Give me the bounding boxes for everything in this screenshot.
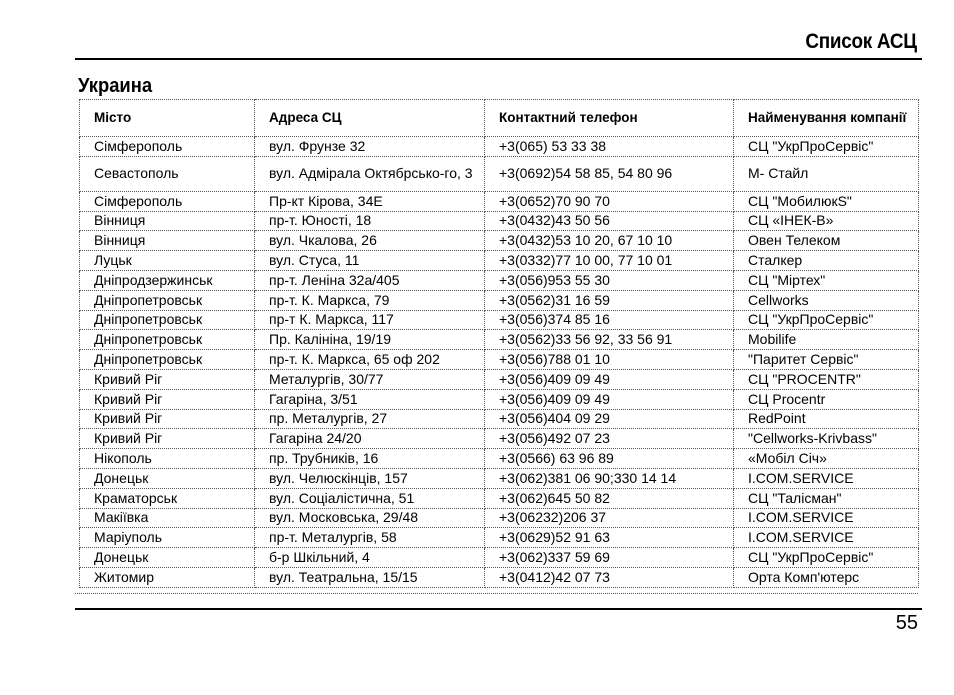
cell-phone: +3(0692)54 58 85, 54 80 96	[485, 156, 734, 191]
cell-company: I.COM.SERVICE	[734, 508, 919, 528]
cell-company: Орта Комп'ютерс	[734, 567, 919, 587]
table-row	[80, 528, 919, 548]
cell-company: СЦ "PROCENTR"	[734, 369, 919, 389]
column-header-address: Адреса СЦ	[255, 100, 485, 137]
column-header-city: Місто	[80, 100, 255, 137]
cell-city: Кривий Ріг	[80, 409, 255, 429]
cell-address: вул. Московська, 29/48	[255, 508, 485, 528]
cell-address: пр-т. Юності, 18	[255, 211, 485, 231]
cell-phone: +3(0629)52 91 63	[485, 528, 734, 548]
table-row	[80, 468, 919, 488]
cell-company: "Паритет Сервіс"	[734, 350, 919, 370]
cell-address: Гагаріна, 3/51	[255, 389, 485, 409]
cell-phone: +3(056)404 09 29	[485, 409, 734, 429]
cell-phone: +3(06232)206 37	[485, 508, 734, 528]
cell-phone: +3(0562)33 56 92, 33 56 91	[485, 330, 734, 350]
cell-company: СЦ "Міртех"	[734, 270, 919, 290]
cell-company: СЦ "УкрПроСервіс"	[734, 548, 919, 568]
cell-city: Донецьк	[80, 548, 255, 568]
cell-address: вул. Стуса, 11	[255, 251, 485, 271]
cell-phone: +3(065) 53 33 38	[485, 137, 734, 157]
table-bottom-border	[75, 593, 918, 594]
table-row	[80, 137, 919, 157]
table-row	[80, 211, 919, 231]
table-row	[80, 567, 919, 587]
table-row	[80, 231, 919, 251]
cell-company: Сталкер	[734, 251, 919, 271]
table-row	[80, 488, 919, 508]
cell-city: Сімферополь	[80, 191, 255, 211]
cell-phone: +3(062)645 50 82	[485, 488, 734, 508]
cell-phone: +3(0432)43 50 56	[485, 211, 734, 231]
cell-address: вул. Театральна, 15/15	[255, 567, 485, 587]
cell-city: Луцьк	[80, 251, 255, 271]
cell-city: Житомир	[80, 567, 255, 587]
table-row	[80, 369, 919, 389]
cell-company: СЦ "УкрПроСервіс"	[734, 310, 919, 330]
header-divider	[75, 58, 922, 60]
column-header-company: Найменування компанії	[734, 100, 919, 137]
cell-phone: +3(0432)53 10 20, 67 10 10	[485, 231, 734, 251]
cell-address: пр-т. Металургів, 58	[255, 528, 485, 548]
cell-phone: +3(062)381 06 90;330 14 14	[485, 468, 734, 488]
cell-phone: +3(0652)70 90 70	[485, 191, 734, 211]
cell-address: пр. Трубників, 16	[255, 449, 485, 469]
cell-city: Дніпропетровськ	[80, 290, 255, 310]
cell-address: Гагаріна 24/20	[255, 429, 485, 449]
cell-company: СЦ "МобилюкS"	[734, 191, 919, 211]
cell-company: I.COM.SERVICE	[734, 528, 919, 548]
table-row	[80, 350, 919, 370]
cell-city: Вінниця	[80, 231, 255, 251]
cell-city: Дніпропетровськ	[80, 310, 255, 330]
cell-phone: +3(056)788 01 10	[485, 350, 734, 370]
table-row	[80, 251, 919, 271]
table-row	[80, 508, 919, 528]
table-body	[80, 137, 919, 588]
cell-phone: +3(0332)77 10 00, 77 10 01	[485, 251, 734, 271]
cell-phone: +3(056)492 07 23	[485, 429, 734, 449]
cell-city: Маріуполь	[80, 528, 255, 548]
cell-address: пр-т К. Маркса, 117	[255, 310, 485, 330]
cell-phone: +3(062)337 59 69	[485, 548, 734, 568]
cell-city: Макіївка	[80, 508, 255, 528]
table-row	[80, 449, 919, 469]
cell-company: Овен Телеком	[734, 231, 919, 251]
cell-city: Вінниця	[80, 211, 255, 231]
cell-address: Пр-кт Кірова, 34Е	[255, 191, 485, 211]
cell-city: Дніпропетровськ	[80, 350, 255, 370]
cell-phone: +3(056)409 09 49	[485, 389, 734, 409]
cell-company: СЦ Procentr	[734, 389, 919, 409]
table-row	[80, 389, 919, 409]
table-row	[80, 330, 919, 350]
cell-city: Краматорськ	[80, 488, 255, 508]
cell-city: Севастополь	[80, 156, 255, 191]
table-row	[80, 548, 919, 568]
table-row	[80, 409, 919, 429]
table-row	[80, 310, 919, 330]
table-row	[80, 191, 919, 211]
page-header-title: Список АСЦ	[805, 30, 917, 53]
cell-company: Mobilife	[734, 330, 919, 350]
cell-address: вул. Соціалістична, 51	[255, 488, 485, 508]
cell-address: вул. Фрунзе 32	[255, 137, 485, 157]
cell-address: пр-т. Леніна 32а/405	[255, 270, 485, 290]
cell-city: Донецьк	[80, 468, 255, 488]
cell-city: Кривий Ріг	[80, 389, 255, 409]
cell-phone: +3(0566) 63 96 89	[485, 449, 734, 469]
table-header-row	[80, 100, 919, 137]
service-centers-table	[79, 99, 919, 588]
cell-phone: +3(056)953 55 30	[485, 270, 734, 290]
cell-city: Кривий Ріг	[80, 369, 255, 389]
table-row	[80, 270, 919, 290]
cell-company: «Мобіл Січ»	[734, 449, 919, 469]
cell-company: СЦ «ІНЕК-В»	[734, 211, 919, 231]
cell-phone: +3(0412)42 07 73	[485, 567, 734, 587]
section-title: Украина	[78, 75, 153, 97]
cell-phone: +3(0562)31 16 59	[485, 290, 734, 310]
table-row	[80, 156, 919, 191]
cell-phone: +3(056)409 09 49	[485, 369, 734, 389]
cell-address: вул. Челюскінців, 157	[255, 468, 485, 488]
cell-city: Нікополь	[80, 449, 255, 469]
cell-company: RedPoint	[734, 409, 919, 429]
cell-company: СЦ "УкрПроСервіс"	[734, 137, 919, 157]
cell-address: вул. Адмірала Октябрсько-го, 3	[255, 156, 485, 191]
table-row	[80, 290, 919, 310]
cell-phone: +3(056)374 85 16	[485, 310, 734, 330]
cell-address: Пр. Калініна, 19/19	[255, 330, 485, 350]
cell-company: М- Стайл	[734, 156, 919, 191]
cell-company: I.COM.SERVICE	[734, 468, 919, 488]
cell-address: пр-т. К. Маркса, 79	[255, 290, 485, 310]
cell-address: пр. Металургів, 27	[255, 409, 485, 429]
table-row	[80, 429, 919, 449]
cell-city: Сімферополь	[80, 137, 255, 157]
cell-city: Дніпропетровськ	[80, 330, 255, 350]
footer-divider	[75, 608, 922, 610]
cell-city: Дніпродзержинськ	[80, 270, 255, 290]
cell-address: б-р Шкільний, 4	[255, 548, 485, 568]
cell-company: "Cellworks-Krivbass"	[734, 429, 919, 449]
cell-company: СЦ "Талісман"	[734, 488, 919, 508]
cell-company: Cellworks	[734, 290, 919, 310]
cell-address: вул. Чкалова, 26	[255, 231, 485, 251]
cell-address: пр-т. К. Маркса, 65 оф 202	[255, 350, 485, 370]
cell-city: Кривий Ріг	[80, 429, 255, 449]
column-header-phone: Контактний телефон	[485, 100, 734, 137]
page-number: 55	[895, 612, 918, 634]
cell-address: Металургів, 30/77	[255, 369, 485, 389]
